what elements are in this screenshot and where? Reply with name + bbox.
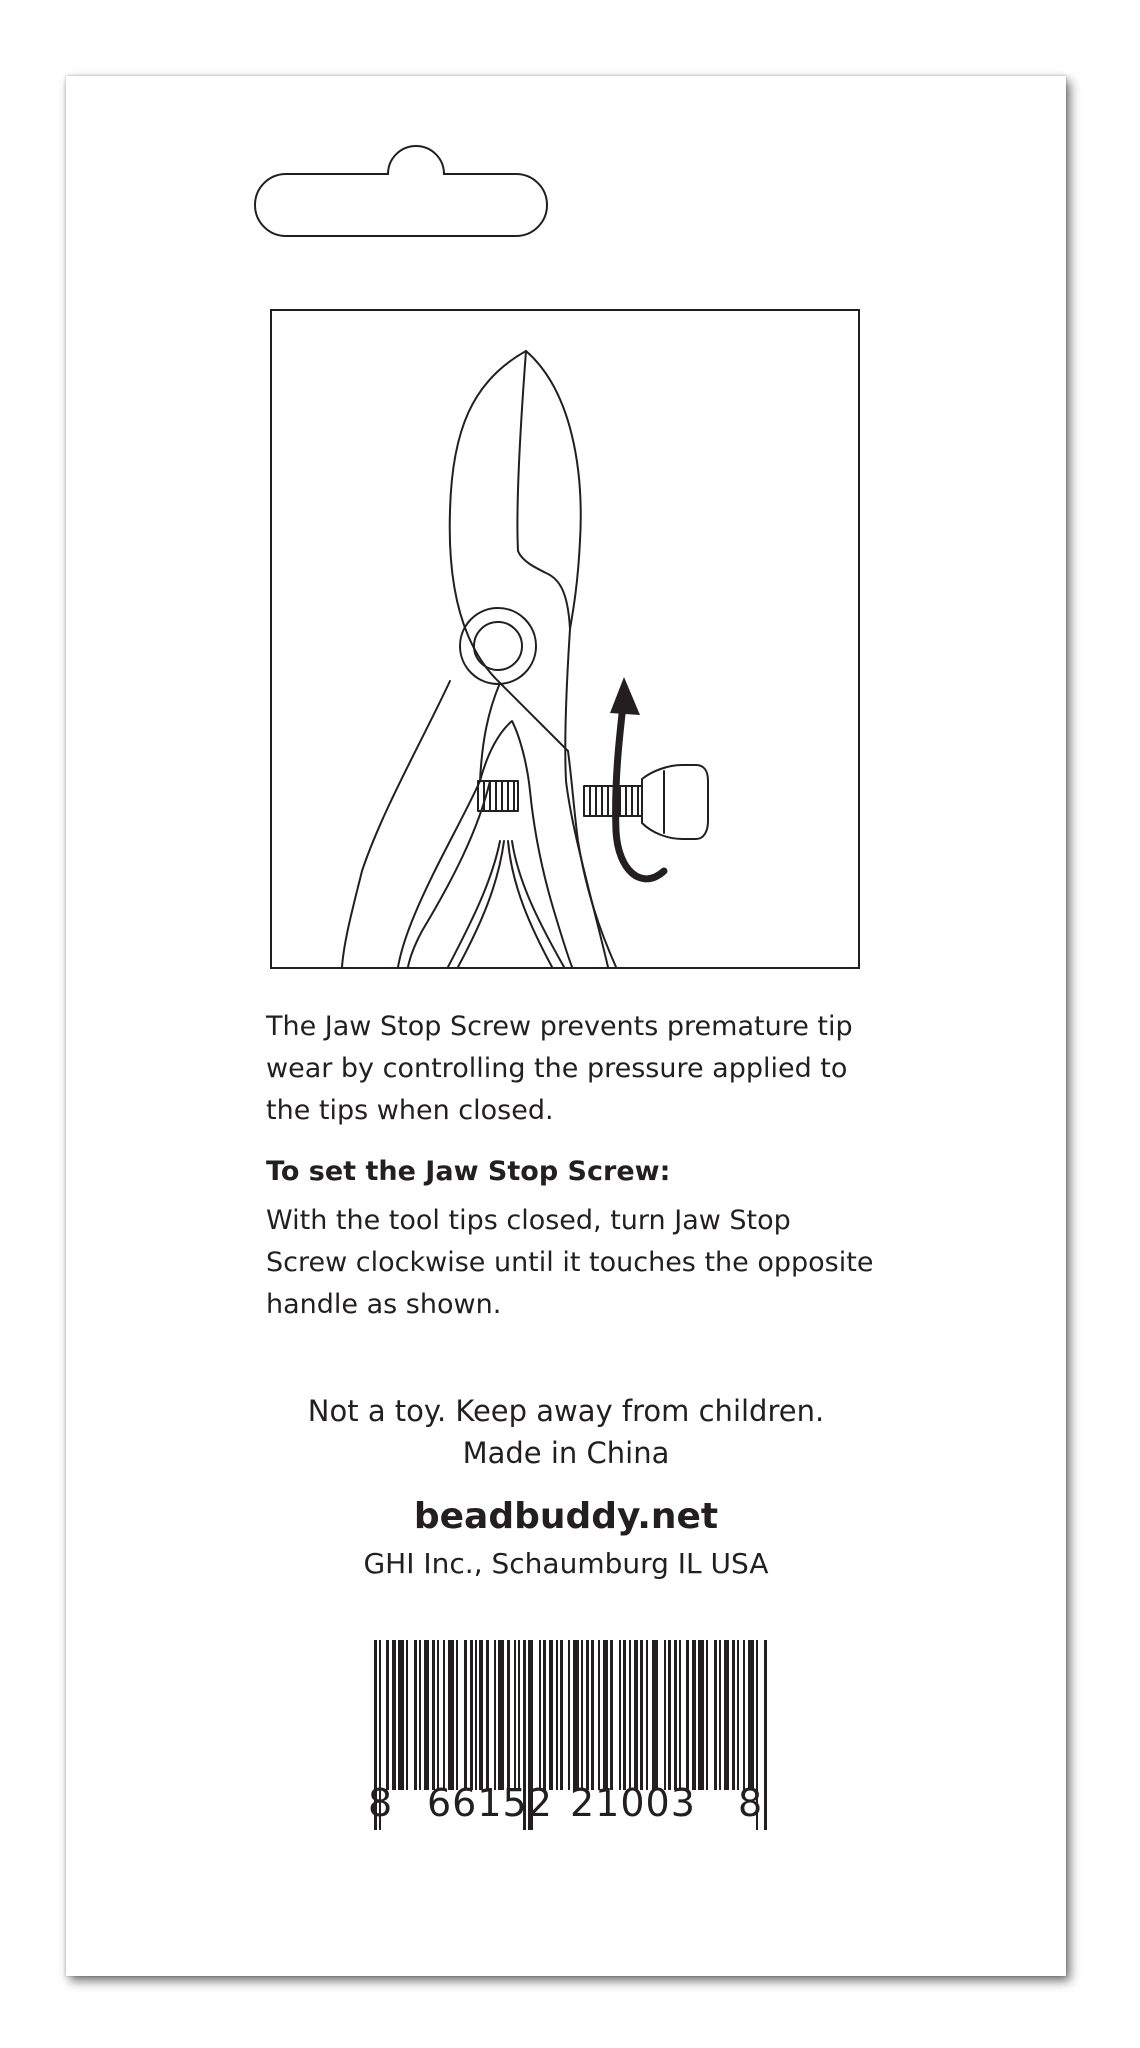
hang-tab-icon <box>216 144 576 254</box>
barcode-bar <box>494 1640 496 1790</box>
barcode-bar <box>475 1640 477 1790</box>
instruction-line: Screw clockwise until it touches the opposite <box>266 1247 874 1278</box>
barcode-bar <box>686 1640 689 1790</box>
barcode-bar <box>479 1640 483 1790</box>
description-paragraph <box>266 1006 853 1132</box>
barcode-bar <box>470 1640 473 1790</box>
barcode-bar <box>573 1640 579 1790</box>
safety-warning: Not a toy. Keep away from children. <box>307 1394 825 1428</box>
barcode-bar <box>586 1640 589 1790</box>
barcode-bar <box>629 1640 631 1790</box>
barcode-bar <box>698 1640 704 1790</box>
barcode-bar <box>456 1640 458 1790</box>
barcode-bar <box>424 1640 429 1790</box>
instructions-heading: To set the Jaw Stop Screw: <box>266 1156 671 1187</box>
clockwise-arrow-icon <box>610 677 664 879</box>
barcode-bar <box>549 1640 553 1790</box>
barcode-bar <box>732 1640 735 1790</box>
barcode-bar <box>737 1640 739 1790</box>
description-line: The Jaw Stop Screw prevents premature tip <box>266 1011 853 1042</box>
barcode-bar <box>568 1640 570 1790</box>
barcode-bar <box>464 1640 467 1790</box>
barcode-check-digit: 8 <box>738 1781 763 1825</box>
barcode-bar <box>414 1640 417 1790</box>
barcode-bar <box>486 1640 489 1790</box>
barcode-first-digit: 8 <box>368 1781 393 1825</box>
description-line: wear by controlling the pressure applied to <box>266 1053 848 1084</box>
barcode-bar <box>623 1640 626 1790</box>
barcode-bar <box>674 1640 677 1790</box>
barcode-bar <box>539 1640 541 1790</box>
barcode-bar <box>598 1640 600 1790</box>
description-line: the tips when closed. <box>266 1095 554 1126</box>
barcode-bar <box>679 1640 681 1790</box>
barcode-bar <box>581 1640 583 1790</box>
barcode-bar <box>748 1640 754 1790</box>
barcode-bar <box>692 1640 696 1790</box>
barcode-bar <box>543 1640 546 1790</box>
barcode-bar <box>398 1640 404 1790</box>
barcode-bar <box>634 1640 638 1790</box>
country-of-origin: Made in China <box>462 1436 670 1470</box>
barcode-bar <box>498 1640 504 1790</box>
barcode-right-group: 21003 <box>570 1781 696 1825</box>
barcode-bar <box>714 1640 717 1790</box>
barcode-bar <box>560 1640 563 1790</box>
barcode-bar <box>603 1640 608 1790</box>
barcode-bar <box>706 1640 708 1790</box>
barcode-bar <box>610 1640 613 1790</box>
barcode-bar <box>406 1640 408 1790</box>
barcode-bar <box>514 1640 516 1790</box>
pliers-illustration <box>272 311 858 967</box>
barcode-bar <box>518 1640 520 1790</box>
barcode-bar <box>443 1640 445 1790</box>
instruction-line: handle as shown. <box>266 1289 502 1320</box>
barcode-bar <box>392 1640 396 1790</box>
barcode-left-group: 66152 <box>427 1781 553 1825</box>
barcode-bar <box>743 1640 745 1790</box>
barcode-bar <box>668 1640 671 1790</box>
instruction-line: With the tool tips closed, turn Jaw Stop <box>266 1205 791 1236</box>
barcode-bar <box>652 1640 658 1790</box>
barcode-bar <box>419 1640 421 1790</box>
barcode-bar <box>556 1640 558 1790</box>
barcode-bar <box>507 1640 510 1790</box>
jaw-stop-illustration <box>270 309 860 969</box>
barcode-bar <box>724 1640 729 1790</box>
barcode-bar <box>664 1640 666 1790</box>
barcode-bar <box>591 1640 594 1790</box>
barcode-bar <box>764 1640 767 1830</box>
barcode-bar <box>437 1640 439 1790</box>
barcode-bar <box>619 1640 621 1790</box>
website-link[interactable]: beadbuddy.net <box>413 1496 719 1537</box>
barcode-bar <box>640 1640 643 1790</box>
barcode-bar <box>432 1640 435 1790</box>
barcode-bar <box>646 1640 648 1790</box>
instructions-paragraph <box>266 1200 873 1326</box>
company-address: GHI Inc., Schaumburg IL USA <box>363 1547 769 1580</box>
barcode-bar <box>386 1640 389 1790</box>
barcode-bar <box>448 1640 454 1790</box>
barcode-bar <box>719 1640 721 1790</box>
